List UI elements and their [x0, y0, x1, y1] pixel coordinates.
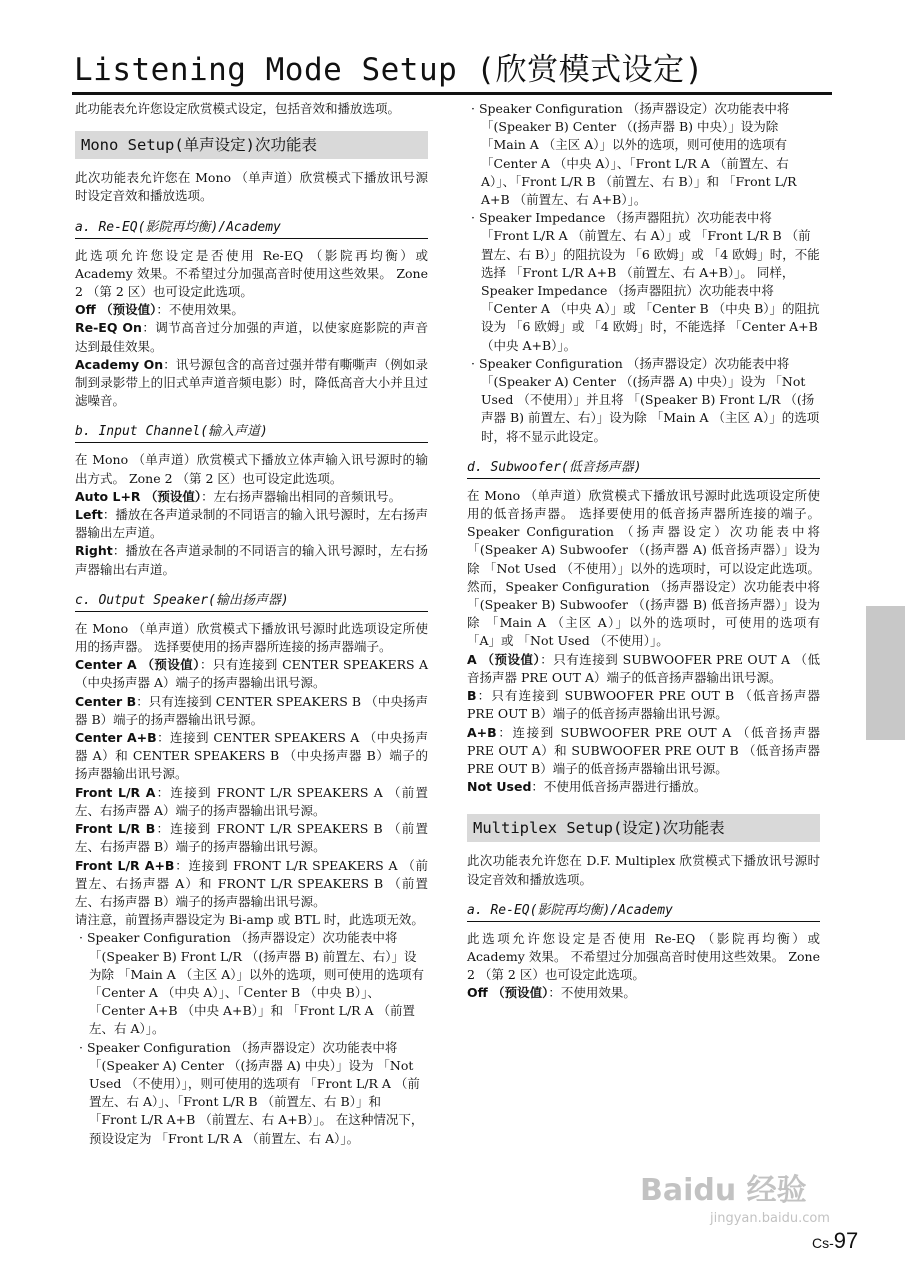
mono-a-text: 此选项允许您设定是否使用 Re-EQ （影院再均衡）或 Academy 效果。不希望过分加强高音时使用这些效果。 Zone 2 （第 2 区）也可设定此选项。 — [75, 247, 428, 300]
multiplex-a-text: 此选项允许您设定是否使用 Re-EQ （影院再均衡）或 Academy 效果。 不希望过分加强高音时使用这些效果。 Zone 2 （第 2 区）也可设定此选项。 — [467, 930, 820, 983]
mono-c-note: 请注意，前置扬声器设定为 Bi-amp 或 BTL 时，此选项无效。 — [75, 912, 424, 928]
edge-tab-marker — [866, 606, 905, 740]
mono-c-bullet-3: · Speaker Configuration （扬声器设定）次功能表中将 「(Speaker B) Center （(扬声器 B) 中央）」设为除 「Main A （主区 A）」以外的选项，则可使用的选项有 「Center A （中央 A）」、「Front L/R A （前置左、右 A）」、「Front L/R B （前置左、右 B）」和 「Front L/R A+B （前置左、右 A+B）」。 — [471, 101, 797, 208]
multiplex-setup-heading: Multiplex Setup(设定)次功能表 — [467, 814, 820, 842]
mono-d-ab: A+B：连接到 SUBWOOFER PRE OUT A （低音扬声器 PRE OUT A）和 SUBWOOFER PRE OUT B （低音扬声器 PRE OUT B）端子的低音扬声器输出讯号源。 — [467, 724, 820, 776]
mono-c-text: 在 Mono （单声道）欣赏模式下播放讯号源时此选项设定所使用的扬声器。 选择要使用的扬声器所连接的扬声器端子。 — [75, 620, 428, 655]
mono-c-front-b: Front L/R B：连接到 FRONT L/R SPEAKERS B （前置左、右扬声器 B）端子的扬声器输出讯号源。 — [75, 821, 428, 855]
mono-c-bullet-1: · Speaker Configuration （扬声器设定）次功能表中将 「(Speaker B) Front L/R （(扬声器 B) 前置左、右）」设为除 「Main A （主区 A）」以外的选项，则可使用的选项有 「Center A （中央 A）」、「Center B （中央 B）」、「Center A+B （中央 A+B）」和 「Front L/R A （前置左、右 A）」。 — [79, 930, 424, 1037]
intro-text: 此功能表允许您设定欣赏模式设定，包括音效和播放选项。 — [75, 101, 401, 116]
mono-setup-heading: Mono Setup(单声设定)次功能表 — [75, 131, 428, 159]
mono-c-front-a: Front L/R A：连接到 FRONT L/R SPEAKERS A （前置左、右扬声器 A）端子的扬声器输出讯号源。 — [75, 784, 428, 818]
mono-b-left: Left：播放在各声道录制的不同语言的输入讯号源时，左右扬声器输出左声道。 — [75, 507, 428, 541]
page-title-text: Listening Mode Setup (欣赏模式设定) — [74, 52, 704, 88]
multiplex-a-heading: a. Re-EQ(影院再均衡)/Academy — [467, 897, 820, 922]
multiplex-a-off: Off （预设值）：不使用效果。 — [467, 985, 636, 1001]
mono-c-bullet-4: · Speaker Impedance （扬声器阻抗）次功能表中将 「Front L/R A （前置左、右 A）」或 「Front L/R B （前置左、右 B）」的阻抗设为 「6 欧姆」或 「4 欧姆」时，不能选择 「Front L/R A+B （前置左、右 A+B）」。 同样，Speaker Impedance （扬声器阻抗）次功能表中将 「Center A （中央 A）」或 「Center B （中央 B）」的阻抗设为 「6 欧姆」或 「4 欧姆」时，不能选择 「Center A+B （中央 A+B）」。 — [471, 210, 820, 353]
mono-c-center-b: Center B：只有连接到 CENTER SPEAKERS B （中央扬声器 B）端子的扬声器输出讯号源。 — [75, 693, 428, 727]
page-title — [72, 40, 832, 95]
right-column — [467, 100, 820, 1003]
mono-d-b: B：只有连接到 SUBWOOFER PRE OUT B （低音扬声器 PRE OUT B）端子的低音扬声器输出讯号源。 — [467, 688, 820, 722]
mono-d-heading: d. Subwoofer(低音扬声器) — [467, 454, 820, 479]
page-number: Cs-97 — [812, 1228, 859, 1253]
mono-a-off: Off （预设值）：不使用效果。 — [75, 302, 244, 318]
mono-a-heading: a. Re-EQ(影院再均衡)/Academy — [75, 214, 428, 239]
mono-c-bullet-2: · Speaker Configuration （扬声器设定）次功能表中将 「(Speaker A) Center （(扬声器 A) 中央）」设为 「Not Used （不使用）」，则可使用的选项有 「Front L/R A （前置左、右 A）」、「Front L/R B （前置左、右 B）」和 「Front L/R A+B （前置左、右 A+B）」。 在这种情况下，预设设定为 「Front L/R A （前置左、右 A）」。 — [79, 1039, 424, 1146]
left-column — [75, 100, 428, 1148]
mono-c-bullet-5: · Speaker Configuration （扬声器设定）次功能表中将 「(Speaker A) Center （(扬声器 A) 中央）」设为 「Not Used （不使用）」并且将 「(Speaker B) Front L/R （(扬声器 B) 前置左、右）」设为除 「Main A （主区 A）」的选项时，将不显示此设定。 — [471, 355, 820, 444]
mono-d-text: 在 Mono （单声道）欣赏模式下播放讯号源时此选项设定所使用的低音扬声器。 选择要使用的低音扬声器所连接的端子。 Speaker Configuration （扬声器设定）次功能表中将 「(Speaker A) Subwoofer （(扬声器 A) 低音扬声器）」设为除 「Not Used （不使用）」以外的选项时，可以设定此选项。 然而，Speaker Configuration （扬声器设定）次功能表中将 「(Speaker B) Subwoofer （(扬声器 B) 低音扬声器）」设为除 「Main A （主区 A）」以外的选项时，可使用的选项有 「A」或 「Not Used （不使用）」。 — [467, 487, 820, 649]
multiplex-intro: 此次功能表允许您在 D.F. Multiplex 欣赏模式下播放讯号源时设定音效和播放选项。 — [467, 853, 820, 887]
mono-c-center-ab: Center A+B：连接到 CENTER SPEAKERS A （中央扬声器 A）和 CENTER SPEAKERS B （中央扬声器 B）端子的扬声器输出讯号源。 — [75, 730, 428, 782]
mono-b-heading: b. Input Channel(输入声道) — [75, 418, 428, 443]
baidu-watermark: Baidu 经验 jingyan.baidu.com — [640, 1173, 830, 1226]
mono-c-center-a: Center A （预设值）：只有连接到 CENTER SPEAKERS A （中央扬声器 A）端子的扬声器输出讯号源。 — [75, 657, 429, 691]
mono-d-a: A （预设值）：只有连接到 SUBWOOFER PRE OUT A （低音扬声器 PRE OUT A）端子的低音扬声器输出讯号源。 — [467, 651, 820, 685]
mono-b-right: Right：播放在各声道录制的不同语言的输入讯号源时，左右扬声器输出右声道。 — [75, 543, 428, 577]
mono-a-reeq: Re-EQ On：调节高音过分加强的声道，以使家庭影院的声音达到最佳效果。 — [75, 320, 428, 354]
mono-b-text: 在 Mono （单声道）欣赏模式下播放立体声输入讯号源时的输出方式。 Zone 2 （第 2 区）也可设定此选项。 — [75, 452, 428, 486]
mono-a-academy: Academy On：讯号源包含的高音过强并带有嘶嘶声（例如录制到录影带上的旧式单声道音频电影）时，降低高音大小并且过滤噪音。 — [75, 356, 428, 409]
mono-d-not-used: Not Used：不使用低音扬声器进行播放。 — [467, 779, 707, 795]
mono-c-front-ab: Front L/R A+B：连接到 FRONT L/R SPEAKERS A （前置左、右扬声器 A）和 FRONT L/R SPEAKERS B （前置左、右扬声器 B）端子的扬声器输出讯号源。 — [75, 857, 428, 909]
mono-b-auto: Auto L+R （预设值）：左右扬声器输出相同的音频讯号。 — [75, 488, 402, 504]
mono-intro: 此次功能表允许您在 Mono （单声道）欣赏模式下播放讯号源时设定音效和播放选项。 — [75, 170, 428, 204]
mono-c-heading: c. Output Speaker(输出扬声器) — [75, 587, 428, 612]
